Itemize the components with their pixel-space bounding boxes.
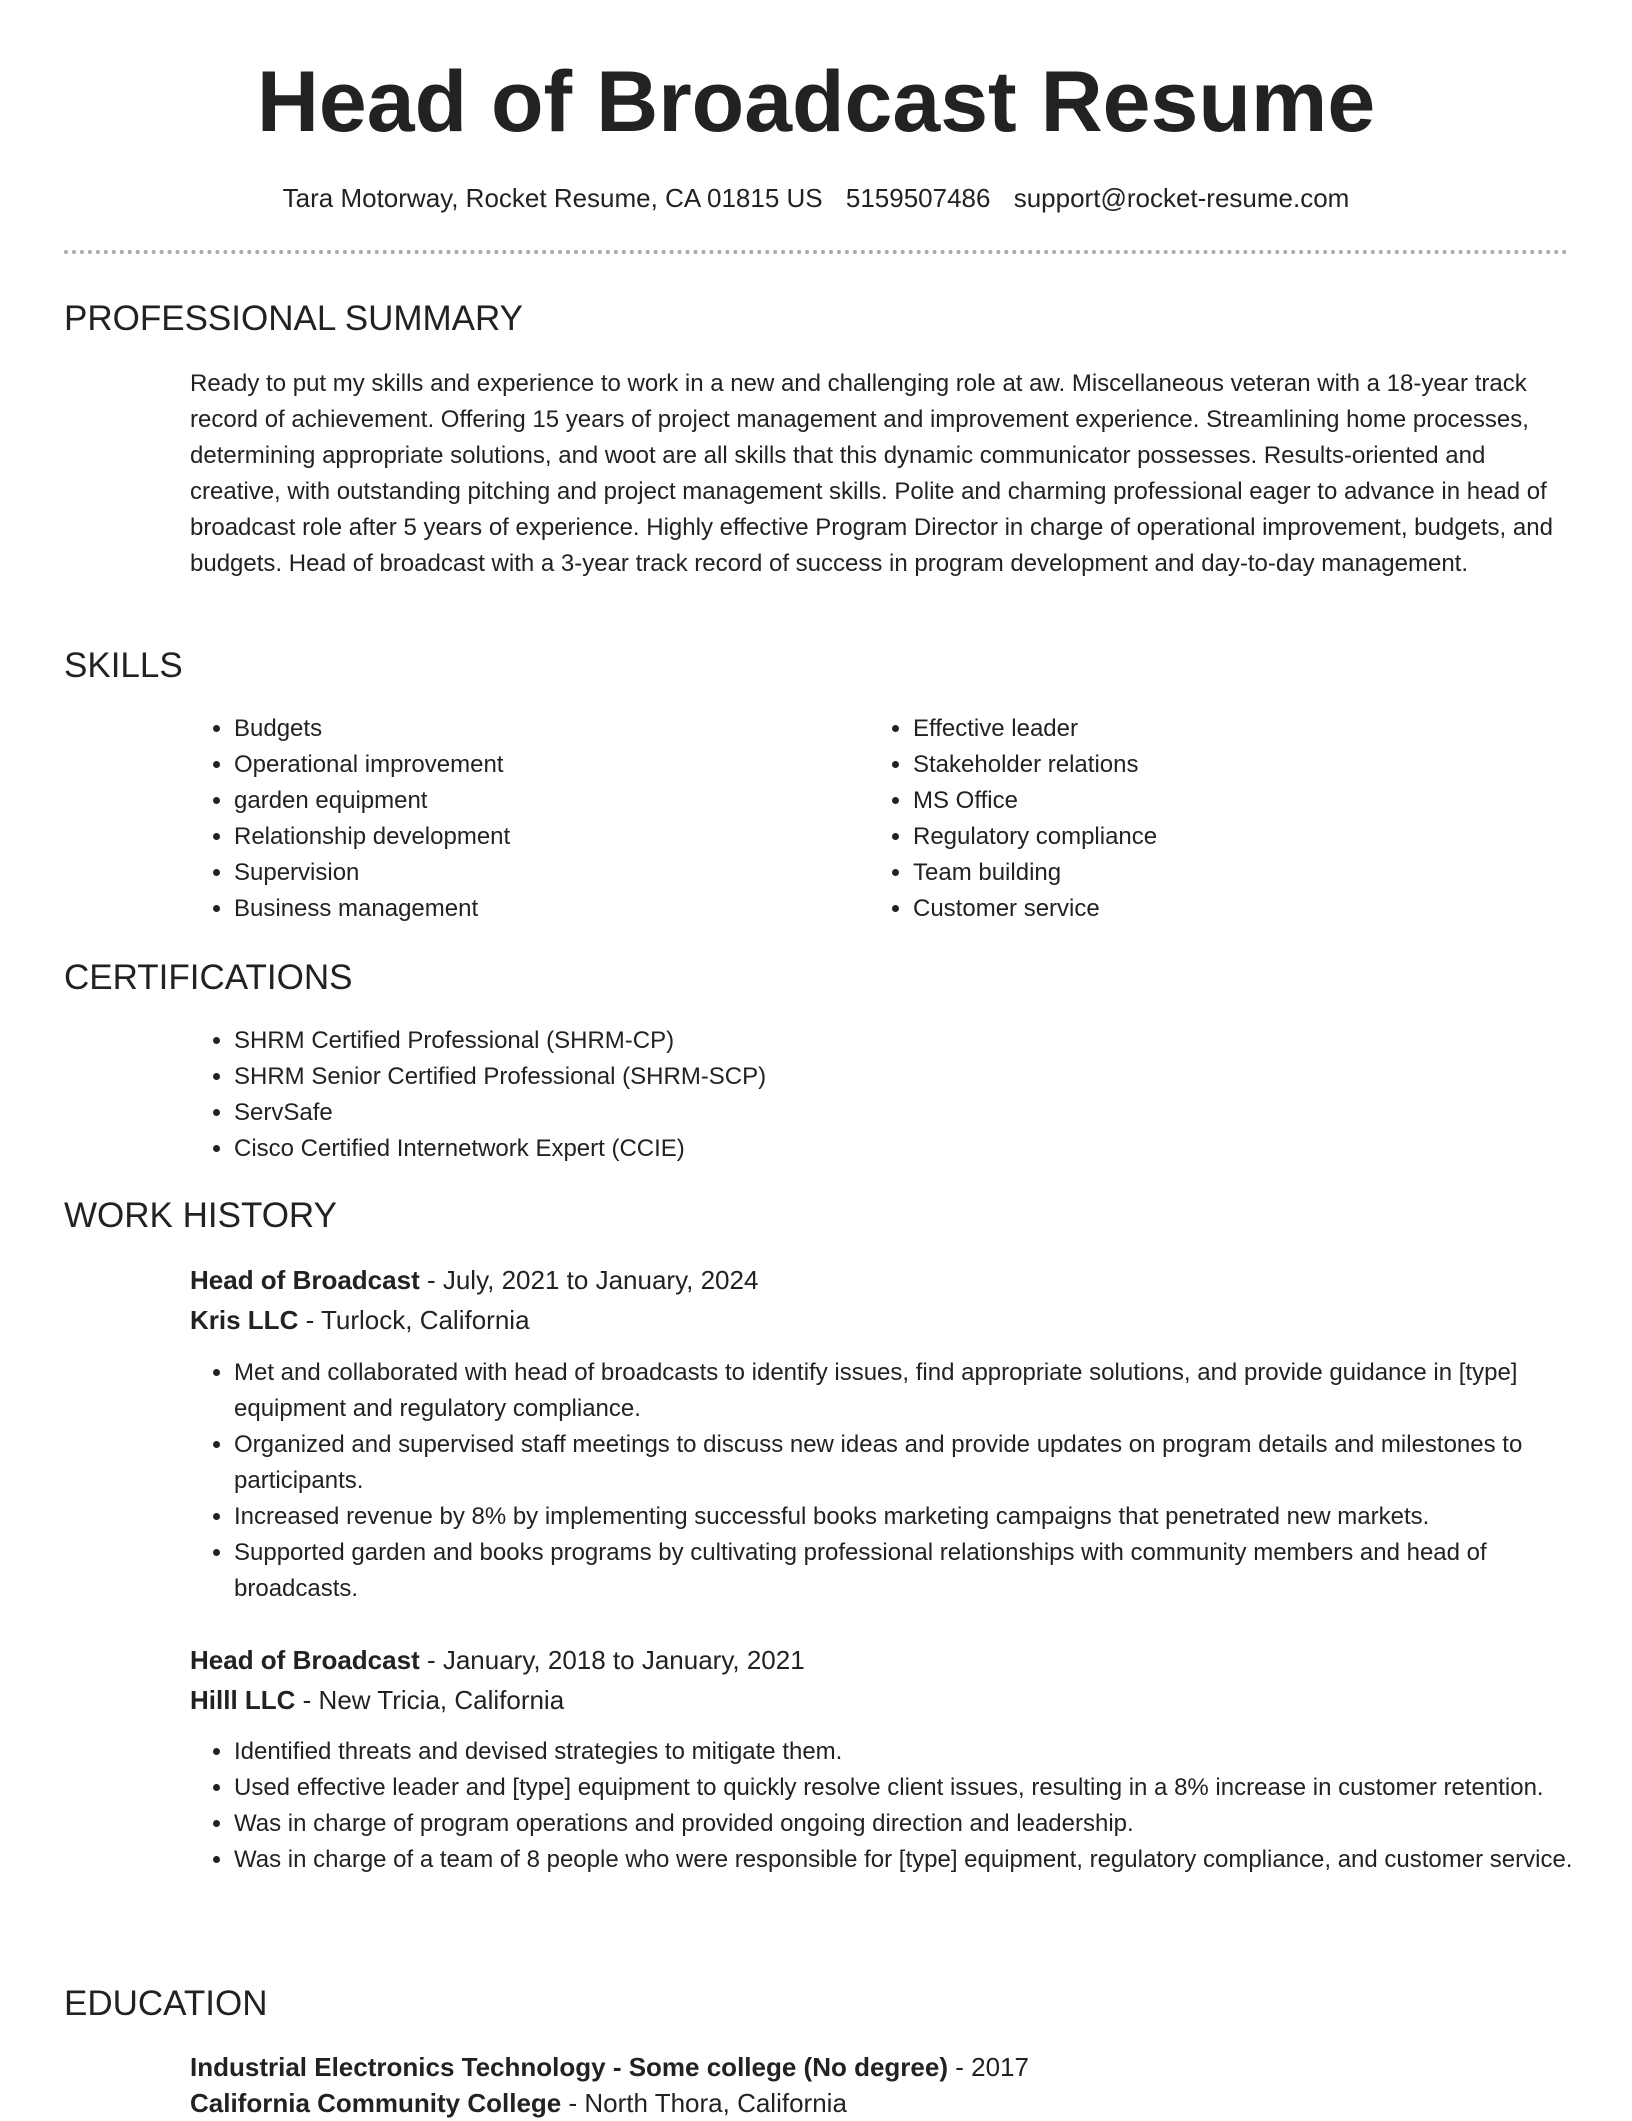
job-location: - New Tricia, California — [295, 1685, 565, 1715]
job-company-line — [190, 1682, 564, 1718]
job-title: Head of Broadcast — [190, 1645, 420, 1675]
education-degree: Industrial Electronics Technology - Some college (No degree) — [190, 2052, 948, 2082]
job-company-line — [190, 1302, 530, 1338]
education-year: - 2017 — [948, 2052, 1029, 2082]
contact-email: support@rocket-resume.com — [1013, 183, 1350, 213]
certifications-list — [190, 1023, 1434, 1167]
page-title: Head of Broadcast Resume — [256, 54, 1376, 150]
education-location: - North Thora, California — [561, 2088, 847, 2118]
job-dates: - January, 2018 to January, 2021 — [419, 1645, 805, 1675]
certifications-heading: CERTIFICATIONS — [64, 958, 353, 997]
skill-item: • Relationship development — [234, 819, 854, 855]
contact-address: Tara Motorway, Rocket Resume, CA 01815 US — [282, 183, 823, 213]
education-degree-line — [190, 2049, 1029, 2085]
summary-heading: PROFESSIONAL SUMMARY — [64, 299, 523, 338]
contact-line — [0, 181, 1632, 215]
work-history-heading: WORK HISTORY — [64, 1196, 337, 1235]
skill-item: • Operational improvement — [234, 747, 854, 783]
job-bullet: • Organized and supervised staff meetings to discuss new ideas and provide updates on program details and milestones to participants. — [234, 1427, 1614, 1499]
job-title-line — [190, 1262, 758, 1298]
certification-item: • Cisco Certified Internetwork Expert (CCIE) — [234, 1131, 1434, 1167]
education-school: California Community College — [190, 2088, 562, 2118]
skills-heading: SKILLS — [64, 646, 183, 685]
job-title-line — [190, 1642, 805, 1678]
job-dates: - July, 2021 to January, 2024 — [419, 1265, 759, 1295]
summary-text: Ready to put my skills and experience to work in a new and challenging role at aw. Miscellaneous veteran with a 18-year track record of achievement. Offering 15 years of project management and improvement experience. Streamlining home processes, determining appropriate solutions, and woot are all skills that this dynamic communicator possesses. Results-oriented and creative, with outstanding pitching and project management skills. Polite and charming professional eager to advance in head of broadcast role after 5 years of experience. Highly effective Program Director in charge of operational improvement, budgets, and budgets. Head of broadcast with a 3-year track record of success in program development and day-to-day management. — [190, 370, 1553, 577]
job-bullet: • Increased revenue by 8% by implementing successful books marketing campaigns that penetrated new markets. — [234, 1499, 1614, 1535]
job-bullet: • Was in charge of a team of 8 people who were responsible for [type] equipment, regulatory compliance, and customer service. — [234, 1842, 1614, 1878]
header-divider — [64, 250, 1568, 254]
skills-list-left — [190, 711, 854, 927]
certification-item: • SHRM Certified Professional (SHRM-CP) — [234, 1023, 1434, 1059]
job-bullet: • Supported garden and books programs by cultivating professional relationships with community members and head of broadcasts. — [234, 1535, 1614, 1607]
skill-item: • Customer service — [913, 891, 1533, 927]
skill-item: • Business management — [234, 891, 854, 927]
skill-item: • MS Office — [913, 783, 1533, 819]
job-company: Kris LLC — [190, 1305, 299, 1335]
skill-item: • Supervision — [234, 855, 854, 891]
job-bullets — [190, 1355, 1614, 1607]
skill-item: • Effective leader — [913, 711, 1533, 747]
certification-item: • ServSafe — [234, 1095, 1434, 1131]
skill-item: • Budgets — [234, 711, 854, 747]
job-company: Hilll LLC — [190, 1685, 296, 1715]
skills-list-right — [869, 711, 1533, 927]
skill-item: • Team building — [913, 855, 1533, 891]
education-school-line — [190, 2085, 847, 2121]
job-bullet: • Identified threats and devised strategies to mitigate them. — [234, 1734, 1614, 1770]
job-bullet: • Met and collaborated with head of broadcasts to identify issues, find appropriate solutions, and provide guidance in [type] equipment and regulatory compliance. — [234, 1355, 1614, 1427]
skill-item: • garden equipment — [234, 783, 854, 819]
skill-item: • Stakeholder relations — [913, 747, 1533, 783]
job-location: - Turlock, California — [298, 1305, 530, 1335]
skill-item: • Regulatory compliance — [913, 819, 1533, 855]
contact-phone: 5159507486 — [845, 183, 991, 213]
education-heading: EDUCATION — [64, 1984, 268, 2023]
job-bullet: • Used effective leader and [type] equipment to quickly resolve client issues, resulting in a 8% increase in customer retention. — [234, 1770, 1614, 1806]
job-bullets — [190, 1734, 1614, 1878]
certification-item: • SHRM Senior Certified Professional (SHRM-SCP) — [234, 1059, 1434, 1095]
job-bullet: • Was in charge of program operations and provided ongoing direction and leadership. — [234, 1806, 1614, 1842]
job-title: Head of Broadcast — [190, 1265, 420, 1295]
